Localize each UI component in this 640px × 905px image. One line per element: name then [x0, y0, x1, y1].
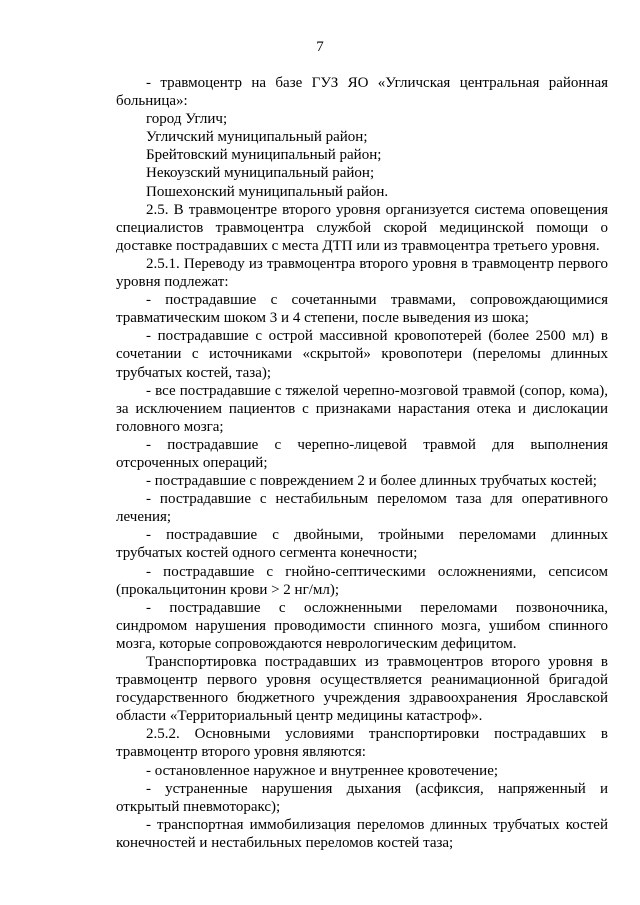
paragraph: - травмоцентр на базе ГУЗ ЯО «Угличская центральная районная больница»: — [116, 75, 608, 110]
paragraph: - пострадавшие с двойными, тройными переломами длинных трубчатых костей одного сегмента конечности; — [116, 527, 608, 562]
list-item: город Углич; — [146, 111, 228, 128]
paragraph: 2.5.2. Основными условиями транспортировки пострадавших в травмоцентр второго уровня являются: — [116, 726, 608, 761]
paragraph: 2.5. В травмоцентре второго уровня организуется система оповещения специалистов травмоцентра службой скорой медицинской помощи о доставке пострадавших с места ДТП или из травмоцентра третьего уровня. — [116, 201, 608, 254]
paragraph: - все пострадавшие с тяжелой черепно-мозговой травмой (сопор, кома), за исключением пациентов с признаками нарастания отека и дислокации головного мозга; — [116, 382, 608, 435]
paragraph: - устраненные нарушения дыхания (асфиксия, напряженный и открытый пневмоторакс); — [116, 780, 608, 815]
list-item: Угличский муниципальный район; — [146, 129, 368, 146]
list-item: Некоузский муниципальный район; — [146, 165, 375, 182]
list-item: Брейтовский муниципальный район; — [146, 147, 382, 164]
paragraph: 2.5.1. Переводу из травмоцентра второго уровня в травмоцентр первого уровня подлежат: — [116, 255, 608, 291]
body-text — [116, 74, 608, 852]
list-item: Пошехонский муниципальный район. — [146, 183, 389, 200]
paragraph: - пострадавшие с повреждением 2 и более длинных трубчатых костей; — [146, 473, 597, 490]
paragraph: - пострадавшие с нестабильным переломом таза для оперативного лечения; — [116, 491, 608, 526]
paragraph: - пострадавшие с острой массивной кровопотерей (более 2500 мл) в сочетании с источниками «скрытой» кровопотери (переломы длинных трубчатых костей, таза); — [116, 328, 608, 381]
page-number: 7 — [316, 39, 324, 55]
paragraph: - пострадавшие с черепно-лицевой травмой для выполнения отсроченных операций; — [116, 436, 608, 471]
paragraph: Транспортировка пострадавших из травмоцентров второго уровня в травмоцентр первого уровня осуществляется реанимационной бригадой государственного бюджетного учреждения здравоохранения Ярославской области «Территориальный центр медицины катастроф». — [116, 654, 608, 725]
paragraph: - пострадавшие с сочетанными травмами, сопровождающимися травматическим шоком 3 и 4 степени, после выведения из шока; — [116, 292, 608, 327]
paragraph: - пострадавшие с гнойно-септическими осложнениями, сепсисом (прокальцитонин крови > 2 нг/мл); — [116, 563, 608, 598]
paragraph: - остановленное наружное и внутреннее кровотечение; — [146, 762, 499, 779]
paragraph: - транспортная иммобилизация переломов длинных трубчатых костей конечностей и нестабильных переломов костей таза; — [116, 816, 608, 851]
paragraph: - пострадавшие с осложненными переломами позвоночника, синдромом нарушения проводимости спинного мозга, ушибом спинного мозга, которые сопровождаются неврологическим дефицитом. — [116, 599, 608, 652]
